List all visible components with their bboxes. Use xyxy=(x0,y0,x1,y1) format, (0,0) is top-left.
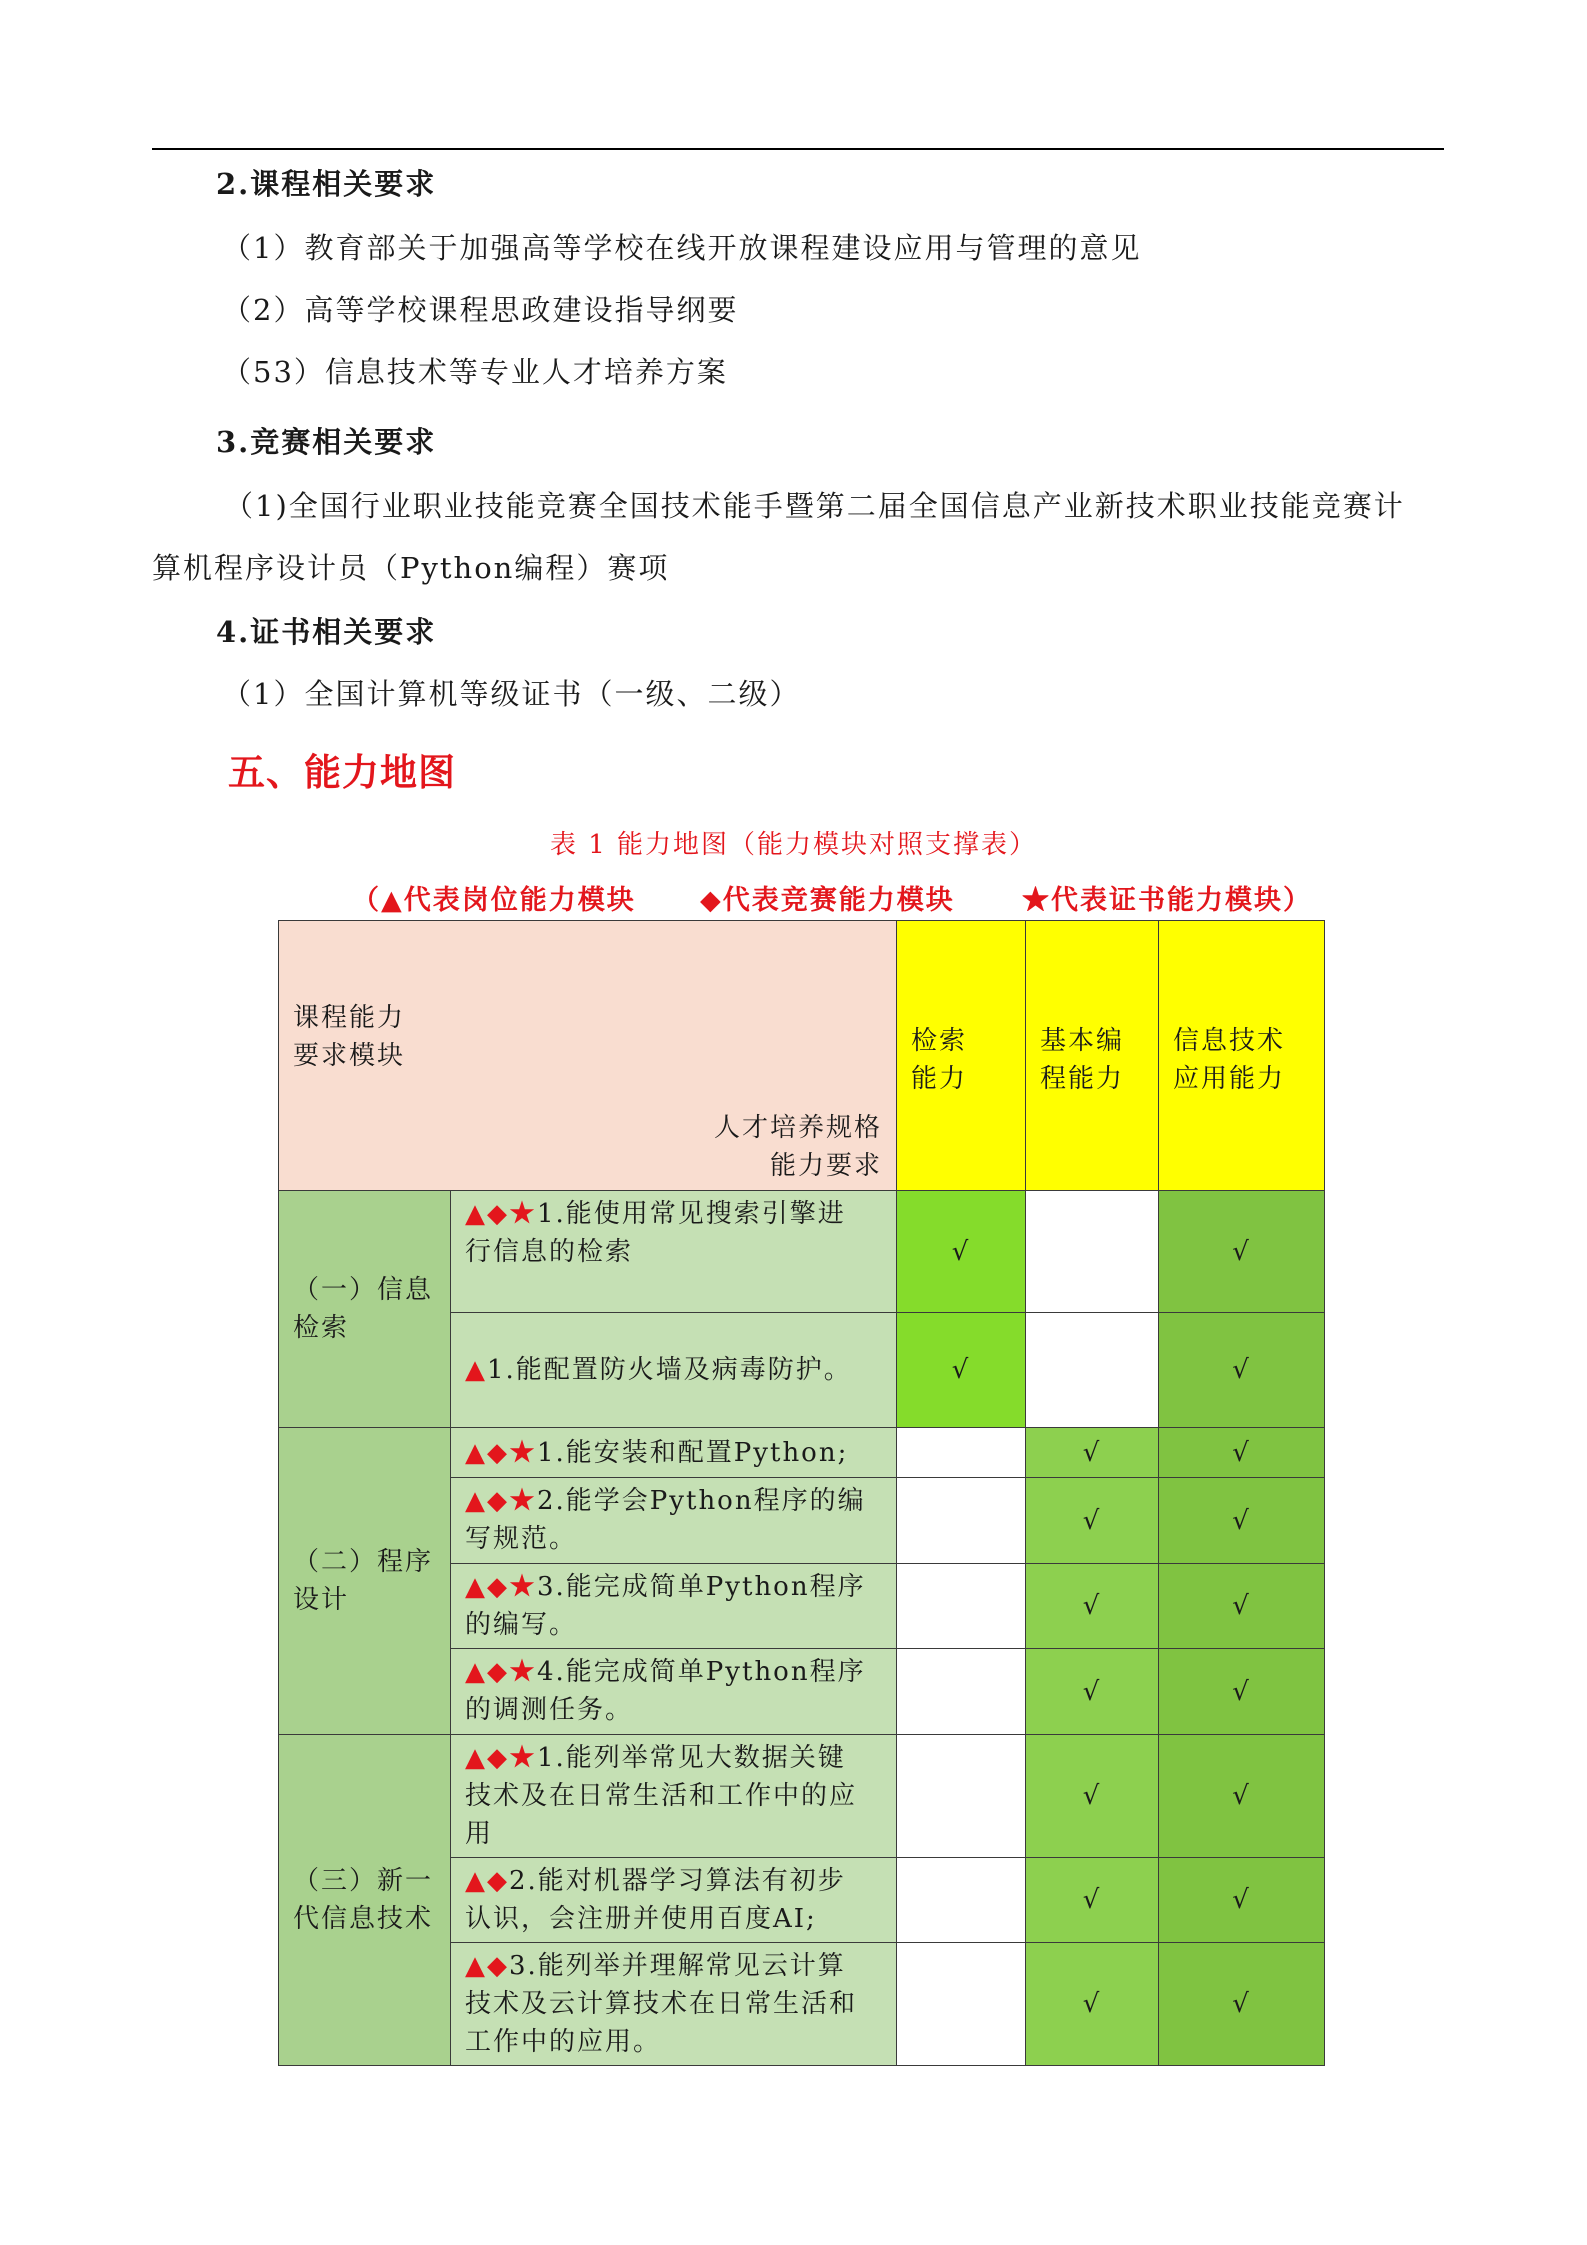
check-cell: √ xyxy=(1026,1735,1159,1858)
module-name-programming: （二）程序 设计 xyxy=(279,1428,451,1735)
check-cell xyxy=(1026,1191,1159,1313)
course-req-item-1: （1）教育部关于加强高等学校在线开放课程建设应用与管理的意见 xyxy=(222,231,1142,265)
col-label-line2: 能力要求 xyxy=(769,1151,882,1181)
check-cell xyxy=(897,1649,1026,1735)
legend-certificate: ★代表证书能力模块） xyxy=(1022,885,1312,916)
table-row xyxy=(279,1735,1325,1858)
check-cell: √ xyxy=(897,1191,1026,1313)
header-basic-programming-ability: 基本编 程能力 xyxy=(1026,921,1159,1191)
ability-marks: ▲◆★ xyxy=(465,1486,537,1516)
check-cell: √ xyxy=(1026,1564,1159,1649)
course-req-item-2: （2）高等学校课程思政建设指导纲要 xyxy=(222,293,739,327)
requirement-cell: ▲◆3.能列举并理解常见云计算 技术及云计算技术在日常生活和 工作中的应用。 xyxy=(451,1943,897,2066)
check-cell: √ xyxy=(1159,1564,1325,1649)
ability-marks: ▲◆★ xyxy=(465,1657,537,1687)
table-row xyxy=(279,1428,1325,1478)
certificate-req-item-1: （1）全国计算机等级证书（一级、二级） xyxy=(222,677,801,711)
ability-marks: ▲◆★ xyxy=(465,1437,537,1468)
requirement-cell: ▲◆★1.能安装和配置Python; xyxy=(451,1428,897,1478)
requirement-cell: ▲◆★1.能列举常见大数据关键 技术及在日常生活和工作中的应 用 xyxy=(451,1735,897,1858)
check-cell xyxy=(897,1428,1026,1478)
module-name-retrieval: （一）信息 检索 xyxy=(279,1191,451,1428)
check-cell: √ xyxy=(1026,1649,1159,1735)
row-label-line1: 课程能力 xyxy=(293,1003,406,1033)
requirement-cell: ▲◆★4.能完成简单Python程序 的调测任务。 xyxy=(451,1649,897,1735)
check-cell xyxy=(897,1735,1026,1858)
legend-competition: ◆代表竞赛能力模块 xyxy=(700,885,955,916)
requirement-cell: ▲1.能配置防火墙及病毒防护。 xyxy=(451,1313,897,1428)
competition-req-item-1-cont: 算机程序设计员（Python编程）赛项 xyxy=(152,551,670,585)
section-title: 五、能力地图 xyxy=(228,751,456,794)
header-retrieval-ability: 检索 能力 xyxy=(897,921,1026,1191)
table-header-row xyxy=(279,921,1325,1191)
check-cell: √ xyxy=(1159,1313,1325,1428)
check-cell: √ xyxy=(1026,1478,1159,1564)
check-cell xyxy=(1026,1313,1159,1428)
row-label-line2: 要求模块 xyxy=(293,1041,406,1071)
check-cell: √ xyxy=(1159,1858,1325,1943)
competition-req-item-1: （1)全国行业职业技能竞赛全国技术能手暨第二届全国信息产业新技术职业技能竞赛计 xyxy=(224,489,1405,523)
legend-post: （▲代表岗位能力模块 xyxy=(352,885,636,916)
check-cell: √ xyxy=(1159,1649,1325,1735)
table-caption: 表 1 能力地图（能力模块对照支撑表） xyxy=(549,830,1038,860)
module-name-new-it: （三）新一 代信息技术 xyxy=(279,1735,451,2066)
header-rule xyxy=(152,148,1444,150)
check-cell: √ xyxy=(1159,1191,1325,1313)
header-corner-cell xyxy=(279,921,897,1191)
ability-marks: ▲ xyxy=(465,1355,487,1385)
heading-certificate-requirements: 4.证书相关要求 xyxy=(216,615,437,649)
ability-marks: ▲◆ xyxy=(465,1951,509,1981)
requirement-cell: ▲◆★2.能学会Python程序的编 写规范。 xyxy=(451,1478,897,1564)
course-req-item-3: （53）信息技术等专业人才培养方案 xyxy=(222,355,728,389)
ability-marks: ▲◆★ xyxy=(465,1572,537,1602)
check-cell: √ xyxy=(897,1313,1026,1428)
check-cell xyxy=(897,1943,1026,2066)
col-label-line1: 人才培养规格 xyxy=(713,1113,882,1143)
check-cell: √ xyxy=(1026,1858,1159,1943)
heading-course-requirements: 2.课程相关要求 xyxy=(216,167,437,201)
check-cell: √ xyxy=(1159,1735,1325,1858)
ability-marks: ▲◆★ xyxy=(465,1743,537,1773)
ability-marks: ▲◆ xyxy=(465,1866,509,1896)
ability-map-table xyxy=(278,920,1325,2066)
header-it-application-ability: 信息技术 应用能力 xyxy=(1159,921,1325,1191)
requirement-cell: ▲◆★1.能使用常见搜索引擎进 行信息的检索 xyxy=(451,1191,897,1313)
ability-marks: ▲◆★ xyxy=(465,1199,537,1229)
check-cell: √ xyxy=(1026,1428,1159,1478)
check-cell xyxy=(897,1478,1026,1564)
table-row xyxy=(279,1191,1325,1313)
requirement-cell: ▲◆★3.能完成简单Python程序 的编写。 xyxy=(451,1564,897,1649)
check-cell: √ xyxy=(1159,1943,1325,2066)
check-cell xyxy=(897,1564,1026,1649)
requirement-cell: ▲◆2.能对机器学习算法有初步 认识，会注册并使用百度AI; xyxy=(451,1858,897,1943)
check-cell: √ xyxy=(1159,1478,1325,1564)
check-cell: √ xyxy=(1026,1943,1159,2066)
check-cell: √ xyxy=(1159,1428,1325,1478)
heading-competition-requirements: 3.竞赛相关要求 xyxy=(216,425,437,459)
check-cell xyxy=(897,1858,1026,1943)
